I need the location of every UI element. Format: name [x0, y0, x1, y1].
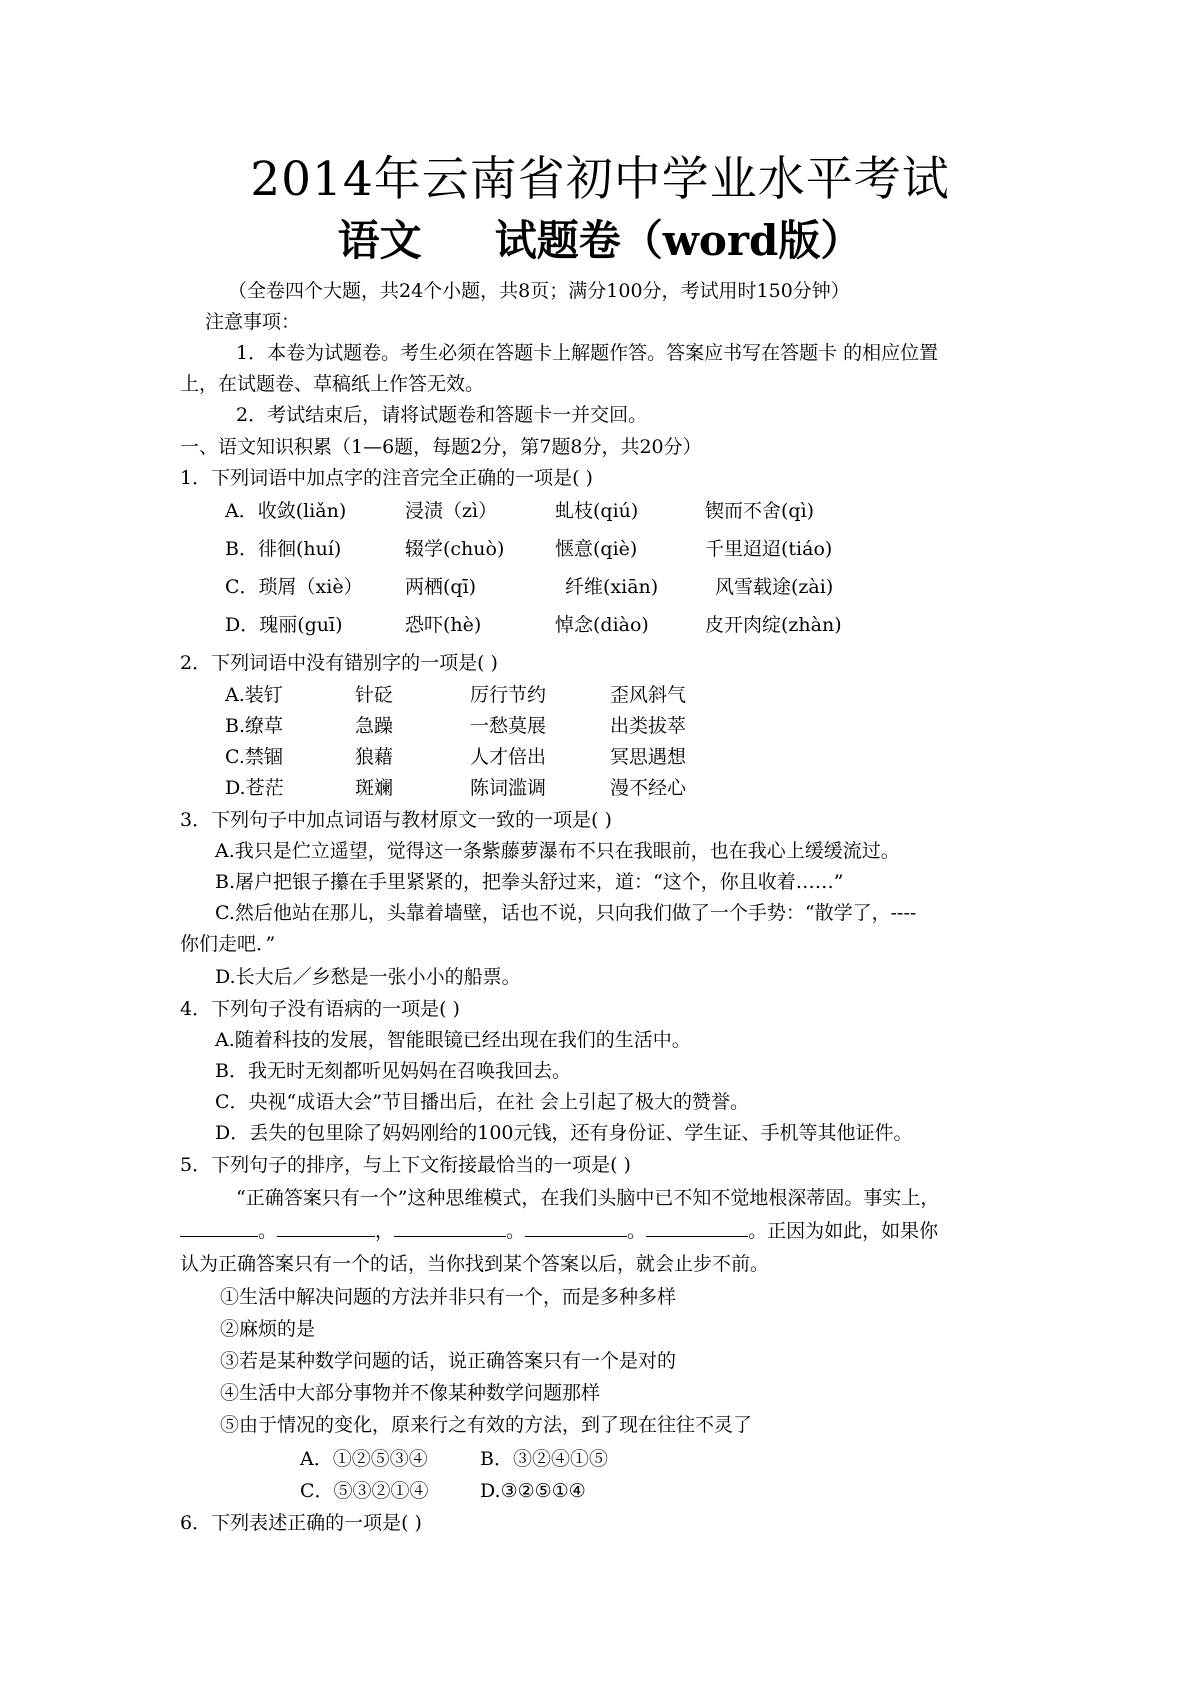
q4-option-c: C．央视“成语大会”节目播出后，在社 会上引起了极大的赞誉。 — [215, 1091, 750, 1113]
q1-c-3: 纤维(xiān) — [565, 576, 659, 598]
q5-sentence-4: ④生活中大部分事物并不像某种数学问题那样 — [220, 1382, 601, 1404]
q1-d-4: 皮开肉绽(zhàn) — [705, 614, 842, 636]
q3-option-c-line2: 你们走吧．” — [180, 933, 276, 955]
q1-a-1: A．收敛(liǎn) — [225, 500, 347, 522]
q3-option-d: D.长大后／乡愁是一张小小的船票。 — [215, 966, 521, 988]
notice-item-1b: 上，在试题卷、草稿纸上作答无效。 — [180, 373, 485, 395]
q1-d-2: 恐吓(hè) — [405, 614, 482, 636]
q2-b-2: 急躁 — [355, 715, 394, 737]
q1-option-b — [0, 534, 1200, 564]
q1-a-3: 虬枝(qiú) — [555, 500, 639, 522]
q2-b-4: 出类拔萃 — [610, 715, 687, 737]
q4-option-a: A.随着科技的发展，智能眼镜已经出现在我们的生活中。 — [215, 1029, 691, 1051]
fill-blank-1[interactable] — [180, 1218, 258, 1237]
q2-b-3: 一愁莫展 — [470, 715, 547, 737]
q1-a-4: 锲而不舍(qì) — [705, 500, 815, 522]
fill-blank-2[interactable] — [277, 1218, 375, 1237]
q5-sentence-5: ⑤由于情况的变化，原来行之有效的方法，到了现在往往不灵了 — [220, 1414, 753, 1436]
q2-d-4: 漫不经心 — [610, 777, 687, 799]
q5-sep-4: 。 — [627, 1220, 647, 1242]
notice-item-2: 2．考试结束后，请将试题卷和答题卡一并交回。 — [236, 404, 648, 426]
q5-options-ab — [0, 1444, 1200, 1474]
q1-b-1: B．徘徊(huí) — [225, 538, 342, 560]
q2-c-4: 冥思遇想 — [610, 746, 687, 768]
q5-option-d: D.③②⑤①④ — [480, 1480, 586, 1502]
q4-stem: 4．下列句子没有语病的一项是( ) — [180, 998, 460, 1020]
q2-a-4: 歪风斜气 — [610, 684, 687, 706]
q1-c-4: 风雪载途(zài) — [715, 576, 834, 598]
q5-option-c: C．⑤③②①④ — [300, 1480, 429, 1502]
q2-stem: 2．下列词语中没有错别字的一项是( ) — [180, 652, 498, 674]
q3-option-a: A.我只是伫立遥望，觉得这一条紫藤萝瀑布不只在我眼前，也在我心上缓缓流过。 — [215, 840, 900, 862]
q1-d-3: 悼念(diào) — [555, 614, 649, 636]
q5-sep-end: 。正因为如此，如果你 — [748, 1220, 939, 1242]
q2-d-1: D.苍茫 — [225, 777, 284, 799]
q1-b-3: 惬意(qiè) — [555, 538, 638, 560]
q2-a-1: A.装钉 — [225, 684, 283, 706]
q1-b-4: 千里迢迢(tiáo) — [705, 538, 833, 560]
q5-sep-1: 。 — [258, 1220, 278, 1242]
section-heading: 一、语文知识积累（1—6题，每题2分，第7题8分，共20分） — [180, 436, 702, 458]
q1-d-1: D．瑰丽(guī) — [225, 614, 343, 636]
q5-sep-2: ， — [375, 1220, 395, 1242]
q2-option-d — [0, 773, 1200, 803]
q5-sep-3: 。 — [506, 1220, 526, 1242]
q2-c-2: 狼藉 — [355, 746, 394, 768]
q1-option-c — [0, 572, 1200, 602]
fill-blank-5[interactable] — [646, 1218, 748, 1237]
page-title: 2014年云南省初中学业水平考试 — [250, 152, 950, 207]
q5-option-a: A．①②⑤③④ — [300, 1448, 428, 1470]
q5-options-cd — [0, 1476, 1200, 1506]
q1-c-1: C．琐屑（xiè） — [225, 576, 363, 598]
notice-heading: 注意事项： — [205, 311, 301, 333]
q1-a-2: 浸渍（zì） — [405, 500, 498, 522]
q2-b-1: B.缭草 — [225, 715, 284, 737]
q2-d-3: 陈词滥调 — [470, 777, 547, 799]
q5-sentence-3: ③若是某种数学问题的话，说正确答案只有一个是对的 — [220, 1350, 677, 1372]
page-subtitle: 语文 试题卷（word版） — [337, 216, 863, 265]
q2-c-3: 人才倍出 — [470, 746, 547, 768]
q5-sentence-2: ②麻烦的是 — [220, 1318, 316, 1340]
fill-blank-4[interactable] — [525, 1218, 627, 1237]
q6-stem: 6．下列表述正确的一项是( ) — [180, 1512, 422, 1534]
q1-option-a — [0, 496, 1200, 526]
q5-paragraph-3: 认为正确答案只有一个的话，当你找到某个答案以后，就会止步不前。 — [180, 1253, 770, 1275]
q2-d-2: 斑斓 — [355, 777, 394, 799]
q5-paragraph-1: “正确答案只有一个”这种思维模式，在我们头脑中已不知不觉地根深蒂固。事实上， — [236, 1187, 940, 1209]
q1-option-d — [0, 610, 1200, 640]
q4-option-b: B．我无时无刻都听见妈妈在召唤我回去。 — [215, 1060, 571, 1082]
fill-blank-3[interactable] — [394, 1218, 506, 1237]
q1-stem: 1．下列词语中加点字的注音完全正确的一项是( ) — [180, 467, 593, 489]
q5-paragraph-2 — [180, 1216, 938, 1246]
q1-c-2: 两栖(qī) — [405, 576, 477, 598]
q5-sentence-1: ①生活中解决问题的方法并非只有一个，而是多种多样 — [220, 1286, 677, 1308]
q2-option-b — [0, 711, 1200, 741]
q1-b-2: 辍学(chuò) — [405, 538, 505, 560]
q2-option-a — [0, 680, 1200, 710]
exam-note: （全卷四个大题，共24个小题，共8页；满分100分，考试用时150分钟） — [228, 280, 850, 302]
q2-a-2: 针砭 — [355, 684, 394, 706]
q3-stem: 3．下列句子中加点词语与教材原文一致的一项是( ) — [180, 809, 612, 831]
notice-item-1a: 1．本卷为试题卷。考生必须在答题卡上解题作答。答案应书写在答题卡 的相应位置 — [236, 342, 939, 364]
q5-stem: 5．下列句子的排序，与上下文衔接最恰当的一项是( ) — [180, 1154, 631, 1176]
q3-option-c-line1: C.然后他站在那儿，头靠着墙壁，话也不说，只向我们做了一个手势：“散学了，---- — [215, 902, 917, 924]
q2-c-1: C.禁锢 — [225, 746, 283, 768]
q2-option-c — [0, 742, 1200, 772]
q4-option-d: D．丢失的包里除了妈妈刚给的100元钱，还有身份证、学生证、手机等其他证件。 — [215, 1122, 913, 1144]
q3-option-b: B.屠户把银子攥在手里紧紧的，把拳头舒过来，道：“这个，你且收着……” — [215, 871, 844, 893]
q5-option-b: B．③②④①⑤ — [480, 1448, 608, 1470]
q2-a-3: 厉行节约 — [470, 684, 547, 706]
